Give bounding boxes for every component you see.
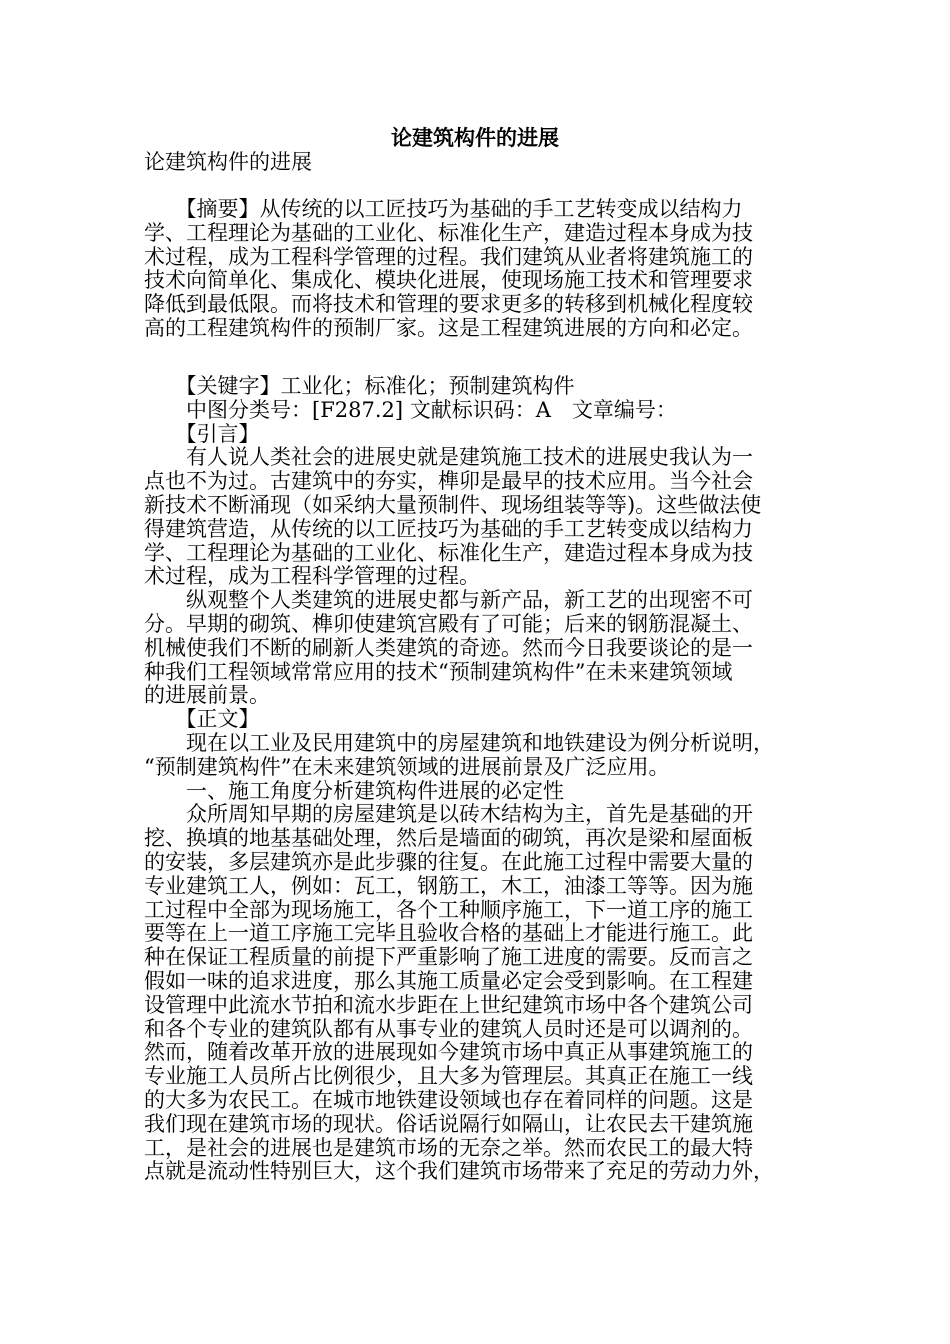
document-title: 论建筑构件的进展 (391, 125, 559, 150)
abstract-line: 降低到最低限。而将技术和管理的要求更多的转移到机械化程度较 (144, 292, 753, 317)
body-line: 的安装，多层建筑亦是此步骤的往复。在此施工过程中需要大量的 (144, 849, 753, 874)
abstract-line: 术过程，成为工程科学管理的过程。我们建筑从业者将建筑施工的 (144, 244, 753, 269)
body-line: 种我们工程领域常常应用的技术“预制建筑构件”在未来建筑领域 (144, 659, 733, 684)
body-line: 点就是流动性特别巨大，这个我们建筑市场带来了充足的劳动力外， (144, 1159, 774, 1184)
body-line: 要等在上一道工序施工完毕且验收合格的基础上才能进行施工。此 (144, 921, 753, 946)
body-line: 分。早期的砌筑、榫卯使建筑宫殿有了可能；后来的钢筋混凝土、 (144, 611, 753, 636)
body-line: 挖、换填的地基基础处理，然后是墙面的砌筑，再次是梁和屋面板 (144, 826, 753, 851)
body-line: 工过程中全部为现场施工，各个工种顺序施工，下一道工序的施工 (144, 897, 753, 922)
body-line: 得建筑营造，从传统的以工匠技巧为基础的手工艺转变成以结构力 (144, 516, 753, 541)
body-line: 现在以工业及民用建筑中的房屋建筑和地铁建设为例分析说明， (144, 730, 774, 755)
body-line: 点也不为过。古建筑中的夯实，榫卯是最早的技术应用。当今社会 (144, 469, 753, 494)
body-line: 纵观整个人类建筑的进展史都与新产品，新工艺的出现密不可 (144, 588, 753, 613)
body-line: 专业施工人员所占比例很少，且大多为管理层。其真正在施工一线 (144, 1064, 753, 1089)
body-line: 的大多为农民工。在城市地铁建设领域也存在着同样的问题。这是 (144, 1087, 753, 1112)
body-line: 一、施工角度分析建筑构件进展的必定性 (144, 778, 564, 803)
document-subtitle: 论建筑构件的进展 (144, 150, 312, 174)
body-line: 种在保证工程质量的前提下严重影响了施工进度的需要。反而言之 (144, 945, 753, 970)
body-line: 【正文】 (144, 707, 260, 732)
body-line: 机械使我们不断的刷新人类建筑的奇迹。然而今日我要谈论的是一 (144, 635, 753, 660)
body-line: 然而，随着改革开放的进展现如今建筑市场中真正从事建筑施工的 (144, 1040, 753, 1065)
body-line: 学、工程理论为基础的工业化、标准化生产，建造过程本身成为技 (144, 540, 753, 565)
abstract-paragraph (144, 198, 804, 341)
body-line: 工，是社会的进展也是建筑市场的无奈之举。然而农民工的最大特 (144, 1135, 753, 1160)
abstract-line: 【摘要】从传统的以工匠技巧为基础的手工艺转变成以结构力 (144, 197, 743, 221)
body-line: 新技术不断涌现（如采纳大量预制件、现场组装等等)。这些做法使 (144, 492, 762, 517)
body-line: 中图分类号：[F287.2] 文献标识码：A 文章编号： (144, 397, 677, 422)
abstract-line: 学、工程理论为基础的工业化、标准化生产，建造过程本身成为技 (144, 220, 753, 245)
body-line: 的进展前景。 (144, 683, 270, 708)
body-line: 【关键字】工业化；标准化；预制建筑构件 (144, 374, 575, 398)
body-line: 我们现在建筑市场的现状。俗话说隔行如隔山，让农民去干建筑施 (144, 1111, 753, 1136)
body-line: 众所周知早期的房屋建筑是以砖木结构为主，首先是基础的开 (144, 802, 753, 827)
body-line: 有人说人类社会的进展史就是建筑施工技术的进展史我认为一 (144, 445, 753, 470)
body-line: 设管理中此流水节拍和流水步距在上世纪建筑市场中各个建筑公司 (144, 992, 753, 1017)
body-line: 专业建筑工人，例如：瓦工，钢筋工，木工，油漆工等等。因为施 (144, 873, 753, 898)
body-line: 和各个专业的建筑队都有从事专业的建筑人员时还是可以调剂的。 (144, 1016, 753, 1041)
body-line: 【引言】 (144, 421, 260, 446)
abstract-line: 技术向简单化、集成化、模块化进展，使现场施工技术和管理要求 (144, 268, 753, 293)
body-line: 术过程，成为工程科学管理的过程。 (144, 564, 480, 589)
body-text (144, 375, 804, 1184)
body-line: “预制建筑构件”在未来建筑领域的进展前景及广泛应用。 (144, 754, 670, 779)
abstract-line: 高的工程建筑构件的预制厂家。这是工程建筑进展的方向和必定。 (144, 315, 753, 340)
body-line: 假如一味的追求进度，那么其施工质量必定会受到影响。在工程建 (144, 968, 753, 993)
